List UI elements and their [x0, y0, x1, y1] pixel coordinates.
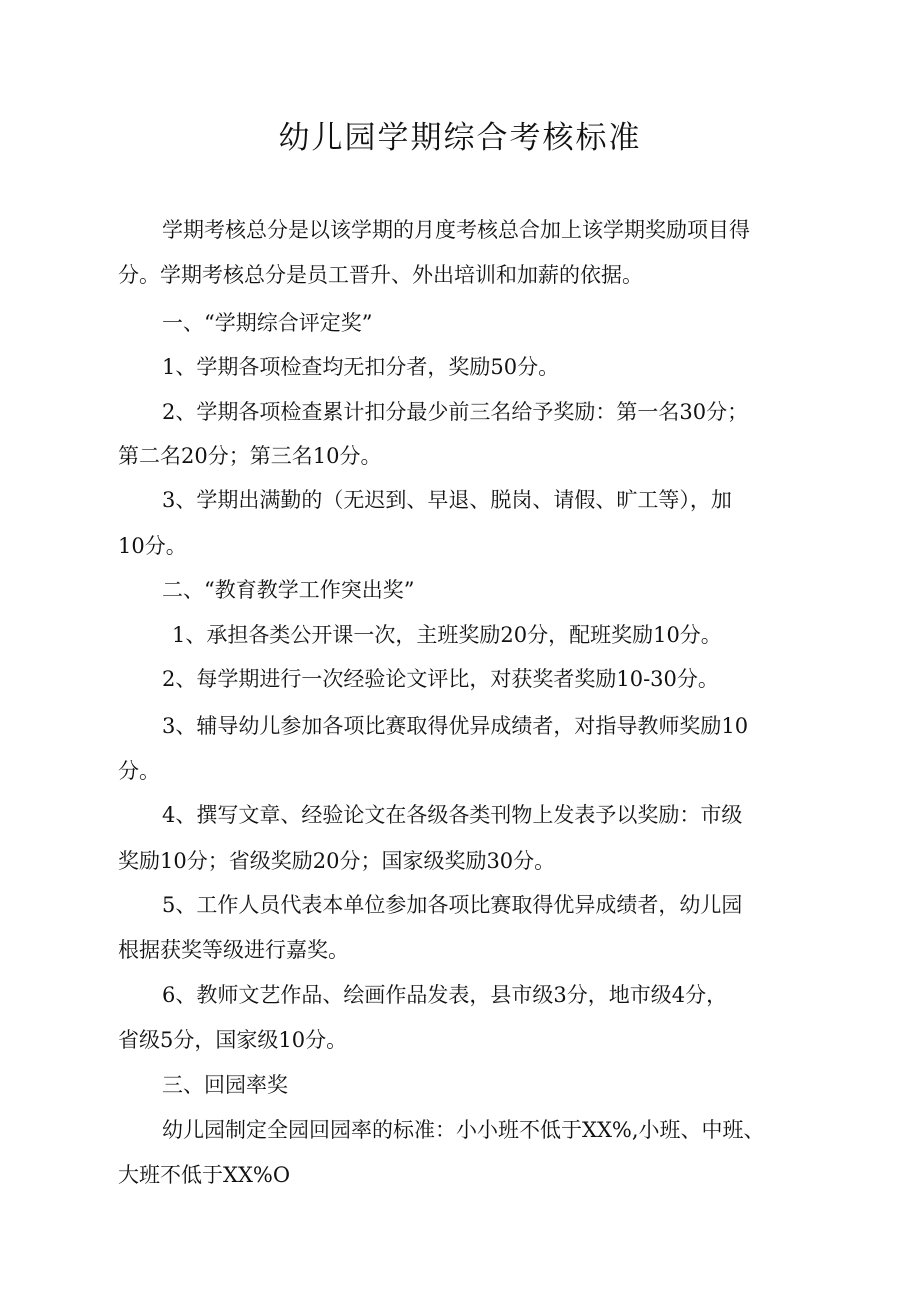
paragraph-line: 学期考核总分是以该学期的月度考核总合加上该学期奖励项目得 — [162, 218, 750, 242]
paragraph-line: 分。学期考核总分是员工晋升、外出培训和加薪的依据。 — [118, 263, 643, 287]
paragraph-line: 省级5分，国家级10分。 — [118, 1028, 348, 1052]
paragraph-line: 第二名20分；第三名10分。 — [118, 444, 382, 468]
paragraph-line: 分。 — [118, 759, 160, 783]
paragraph-line: 5、工作人员代表本单位参加各项比赛取得优异成绩者，幼儿园 — [162, 893, 743, 917]
paragraph-line: 幼儿园制定全园回园率的标准：小小班不低于XX%,小班、中班、 — [162, 1118, 765, 1142]
section-heading: 二、“教育教学工作突出奖” — [162, 578, 415, 602]
paragraph-line: 1、学期各项检查均无扣分者，奖励50分。 — [162, 355, 560, 379]
section-heading: 一、“学期综合评定奖” — [162, 311, 373, 335]
paragraph-line: 2、每学期进行一次经验论文评比，对获奖者奖励10-30分。 — [162, 667, 719, 691]
paragraph-line: 6、教师文艺作品、绘画作品发表，县市级3分，地市级4分， — [162, 983, 728, 1007]
paragraph-line: 奖励10分；省级奖励20分；国家级奖励30分。 — [118, 849, 556, 873]
paragraph-line: 1、承担各类公开课一次，主班奖励20分，配班奖励10分。 — [172, 623, 722, 647]
paragraph-line: 大班不低于XX%O — [118, 1163, 291, 1187]
paragraph-line: 根据获奖等级进行嘉奖。 — [118, 938, 349, 962]
paragraph-line: 3、学期出满勤的（无迟到、早退、脱岗、请假、旷工等），加 — [162, 488, 732, 512]
section-heading: 三、回园率奖 — [162, 1073, 288, 1097]
paragraph-line: 4、撰写文章、经验论文在各级各类刊物上发表予以奖励：市级 — [162, 803, 743, 827]
paragraph-line: 10分。 — [118, 534, 187, 558]
paragraph-line: 3、辅导幼儿参加各项比赛取得优异成绩者，对指导教师奖励10 — [162, 714, 749, 738]
document-title: 幼儿园学期综合考核标准 — [278, 120, 642, 156]
paragraph-line: 2、学期各项检查累计扣分最少前三名给予奖励：第一名30分； — [162, 400, 749, 424]
